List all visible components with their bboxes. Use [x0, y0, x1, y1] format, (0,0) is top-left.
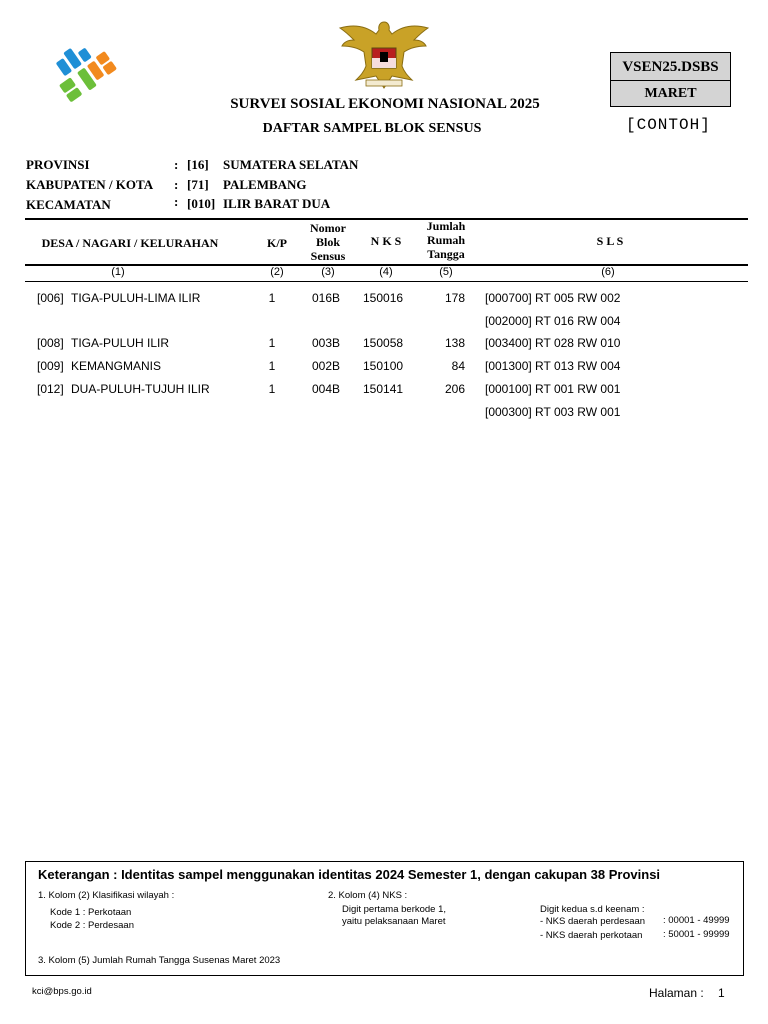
- nks-value: 150141: [363, 382, 404, 396]
- kecamatan-colon: :: [174, 194, 179, 209]
- blok-value: 002B: [311, 359, 341, 373]
- page-title: SURVEI SOSIAL EKONOMI NASIONAL 2025: [230, 96, 540, 112]
- kabupaten-label: KABUPATEN / KOTA: [26, 177, 154, 192]
- kp-value: 1: [268, 291, 276, 305]
- contact-email: kci@bps.go.id: [32, 986, 92, 997]
- header-nks: N K S: [370, 234, 402, 248]
- kp-value: 1: [268, 359, 276, 373]
- column-number-6: (6): [601, 266, 615, 278]
- sls-value: [003400] RT 028 RW 010: [485, 336, 621, 350]
- bps-logo: [44, 40, 132, 102]
- nks-value: 150100: [363, 359, 404, 373]
- column-number-5: (5): [439, 266, 453, 278]
- column-number-3: (3): [321, 266, 335, 278]
- sls-value: [002000] RT 016 RW 004: [485, 314, 621, 328]
- jumlah-value: 206: [444, 382, 465, 396]
- blok-value: 016B: [311, 291, 341, 305]
- nks-value: 150058: [363, 336, 404, 350]
- note-2-line-2: yaitu pelaksanaan Maret: [342, 916, 446, 927]
- sls-value: [000700] RT 005 RW 002: [485, 291, 621, 305]
- kabupaten-code: [71]: [187, 177, 209, 192]
- provinsi-code: [16]: [187, 157, 209, 172]
- desa-code: [006]: [37, 291, 64, 305]
- page-label: Halaman :: [649, 986, 704, 1000]
- sls-value: [000100] RT 001 RW 001: [485, 382, 621, 396]
- header-sls: S L S: [596, 234, 624, 248]
- kabupaten-colon: :: [174, 177, 179, 192]
- note-2-kota-label: - NKS daerah perkotaan: [540, 930, 643, 941]
- note-1-title: 1. Kolom (2) Klasifikasi wilayah :: [38, 890, 175, 901]
- header-jumlah-rt: Jumlah Rumah Tangga: [426, 219, 466, 261]
- provinsi-colon: :: [174, 157, 179, 172]
- desa-name: TIGA-PULUH ILIR: [71, 336, 170, 350]
- nks-value: 150016: [363, 291, 404, 305]
- column-number-1: (1): [111, 266, 125, 278]
- desa-code: [008]: [37, 336, 64, 350]
- note-2-digit-title: Digit kedua s.d keenam :: [540, 904, 645, 915]
- desa-name: KEMANGMANIS: [71, 359, 162, 373]
- note-2-desa-label: - NKS daerah perdesaan: [540, 916, 646, 927]
- note-2-kota-range: : 50001 - 99999: [663, 929, 730, 940]
- provinsi-name: SUMATERA SELATAN: [223, 157, 359, 172]
- desa-code: [009]: [37, 359, 64, 373]
- note-2-desa-range: : 00001 - 49999: [663, 915, 730, 926]
- form-month-box: MARET: [610, 81, 731, 107]
- note-2-title: 2. Kolom (4) NKS :: [328, 890, 408, 901]
- sls-value: [000300] RT 003 RW 001: [485, 405, 621, 419]
- column-number-2: (2): [270, 266, 284, 278]
- column-number-4: (4): [379, 266, 393, 278]
- form-code-box: VSEN25.DSBS: [610, 52, 731, 81]
- table-colnum-rule: [25, 281, 748, 282]
- note-1-code-1: Kode 1 : Perkotaan: [50, 907, 132, 918]
- kp-value: 1: [268, 336, 276, 350]
- sls-value: [001300] RT 013 RW 004: [485, 359, 621, 373]
- kecamatan-label: KECAMATAN: [26, 197, 111, 212]
- sample-mark: [CONTOH]: [626, 116, 711, 134]
- desa-name: DUA-PULUH-TUJUH ILIR: [71, 382, 210, 396]
- notes-title: Keterangan : Identitas sampel menggunakan identitas 2024 Semester 1, dengan cakupan 38 Provinsi: [38, 867, 661, 882]
- garuda-pancasila-emblem: [336, 18, 432, 92]
- header-desa: DESA / NAGARI / KELURAHAN: [41, 236, 219, 250]
- page-subtitle: DAFTAR SAMPEL BLOK SENSUS: [262, 121, 482, 136]
- page-number: 1: [718, 986, 725, 1000]
- jumlah-value: 178: [444, 291, 465, 305]
- provinsi-label: PROVINSI: [26, 157, 90, 172]
- note-1-code-2: Kode 2 : Perdesaan: [50, 920, 134, 931]
- desa-name: TIGA-PULUH-LIMA ILIR: [71, 291, 201, 305]
- kp-value: 1: [268, 382, 276, 396]
- blok-value: 003B: [311, 336, 341, 350]
- note-2-line-1: Digit pertama berkode 1,: [342, 904, 447, 915]
- kabupaten-name: PALEMBANG: [223, 177, 307, 192]
- notes-box: [25, 861, 744, 976]
- desa-code: [012]: [37, 382, 64, 396]
- kecamatan-name: ILIR BARAT DUA: [223, 196, 331, 211]
- jumlah-value: 84: [451, 359, 465, 373]
- table-top-rule: [25, 218, 748, 220]
- header-kp: K/P: [267, 236, 287, 250]
- kecamatan-code: [010]: [187, 196, 216, 211]
- header-nomor-blok: Nomor Blok Sensus: [310, 221, 346, 263]
- jumlah-value: 138: [444, 336, 465, 350]
- note-3: 3. Kolom (5) Jumlah Rumah Tangga Susenas Maret 2023: [38, 955, 281, 966]
- blok-value: 004B: [311, 382, 341, 396]
